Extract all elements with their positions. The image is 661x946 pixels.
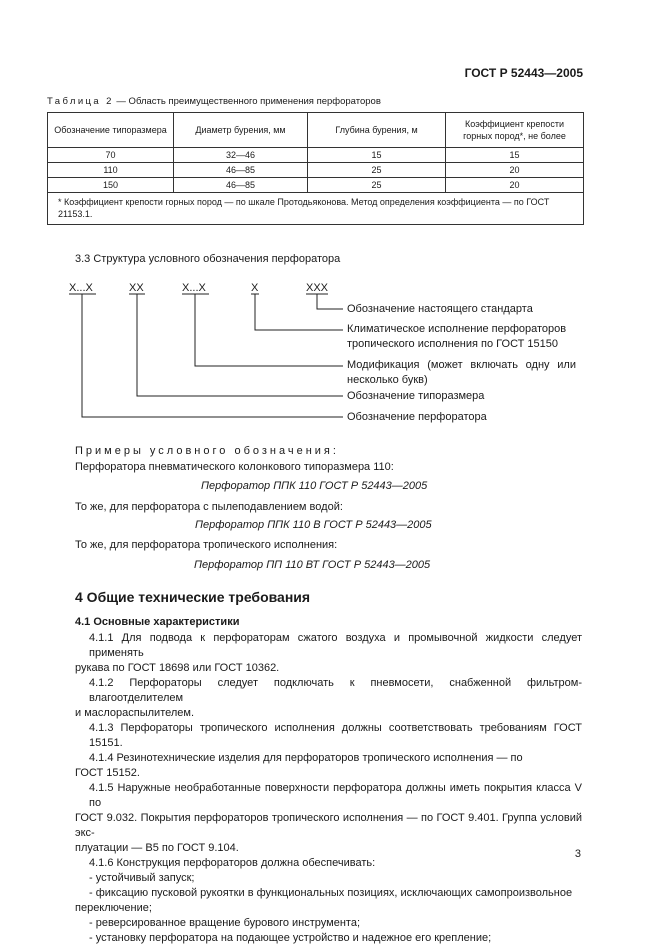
document-header: ГОСТ Р 52443—2005 xyxy=(464,66,583,80)
leader-standard xyxy=(317,294,343,309)
section-4-body xyxy=(75,631,582,946)
paragraph-4-1-4: 4.1.4 Резинотехнические изделия для перфораторов тропического исполнения — по xyxy=(89,752,523,764)
paragraph-4-1-3: 4.1.3 Перфораторы тропического исполнения должны соответствовать требованиям ГОСТ 15151. xyxy=(89,722,582,749)
table-cell: 46—85 xyxy=(174,163,308,178)
leader-climate xyxy=(255,294,343,330)
code-part-1: Х...Х xyxy=(69,282,93,294)
table-cell: 32—46 xyxy=(174,148,308,163)
table-cell: 25 xyxy=(308,163,446,178)
label-size: Обозначение типоразмера xyxy=(347,390,485,402)
examples-title: Примеры условного обозначения: xyxy=(75,445,339,457)
label-perforator: Обозначение перфоратора xyxy=(347,411,487,423)
paragraph-4-1-4-cont: ГОСТ 15152. xyxy=(75,767,140,779)
table-cell: 150 xyxy=(48,178,174,193)
example-intro: То же, для перфоратора с пылеподавлением водой: xyxy=(75,501,343,513)
column-header: Диаметр бурения, мм xyxy=(174,113,308,148)
table-footnote: * Коэффициент крепости горных пород — по шкале Протодьяконова. Метод определения коэффициента — по ГОСТ 21153.1. xyxy=(48,193,584,225)
label-modification-2: несколько букв) xyxy=(347,374,428,386)
paragraph-4-1-2-cont: и маслораспылителем. xyxy=(75,707,195,719)
bullet-item-cont: переключение; xyxy=(75,902,152,914)
code-part-4: Х xyxy=(251,282,259,294)
table-cell: 110 xyxy=(48,163,174,178)
table-cell: 15 xyxy=(446,148,584,163)
subsection-4-1-heading: 4.1 Основные характеристики xyxy=(75,616,240,628)
label-standard: Обозначение настоящего стандарта xyxy=(347,303,533,315)
paragraph-4-1-1-cont: рукава по ГОСТ 18698 или ГОСТ 10362. xyxy=(75,662,280,674)
table-cell: 15 xyxy=(308,148,446,163)
column-header: Глубина бурения, м xyxy=(308,113,446,148)
table-caption-label: Таблица 2 xyxy=(47,96,114,107)
structure-heading: 3.3 Структура условного обозначения перфоратора xyxy=(75,253,341,265)
table-cell: 70 xyxy=(48,148,174,163)
column-header: Коэффициент крепости горных пород*, не более xyxy=(446,113,584,148)
table-cell: 20 xyxy=(446,178,584,193)
example-code: Перфоратор ППК 110 ГОСТ Р 52443—2005 xyxy=(201,480,428,492)
paragraph-4-1-5-cont: ГОСТ 9.032. Покрытия перфораторов тропического исполнения — по ГОСТ 9.401. Группа условий экс- xyxy=(75,812,582,839)
code-part-5: ХХХ xyxy=(306,282,329,294)
leader-perforator xyxy=(82,294,343,417)
example-code: Перфоратор ПП 110 ВТ ГОСТ Р 52443—2005 xyxy=(194,559,431,571)
example-intro: То же, для перфоратора тропического исполнения: xyxy=(75,539,338,551)
page-number: 3 xyxy=(574,848,581,860)
label-climate-1: Климатическое исполнение перфораторов xyxy=(347,323,567,335)
column-header: Обозначение типоразмера xyxy=(48,113,174,148)
section-4-heading: 4 Общие технические требования xyxy=(75,589,311,605)
code-part-2: ХХ xyxy=(129,282,144,294)
table-cell: 20 xyxy=(446,163,584,178)
table-caption-text: — Область преимущественного применения перфораторов xyxy=(113,96,381,107)
code-part-3: Х...Х xyxy=(182,282,206,294)
example-code: Перфоратор ППК 110 В ГОСТ Р 52443—2005 xyxy=(195,519,432,531)
bullet-item: - реверсированное вращение бурового инструмента; xyxy=(89,917,361,929)
leader-size xyxy=(137,294,343,396)
paragraph-4-1-5: 4.1.5 Наружные необработанные поверхности перфоратора должны иметь покрытия класса V по xyxy=(89,782,582,809)
label-modification-1: Модификация (может включать одну или xyxy=(347,359,576,371)
label-climate-2: тропического исполнения по ГОСТ 15150 xyxy=(347,338,559,350)
table-cell: 25 xyxy=(308,178,446,193)
paragraph-4-1-2: 4.1.2 Перфораторы следует подключать к пневмосети, снабженной фильтром-влагоотделителем xyxy=(89,677,582,704)
example-intro: Перфоратора пневматического колонкового типоразмера 110: xyxy=(75,461,394,473)
paragraph-4-1-6: 4.1.6 Конструкция перфораторов должна обеспечивать: xyxy=(89,857,376,869)
bullet-item: - установку перфоратора на подающее устройство и надежное его крепление; xyxy=(89,932,492,944)
paragraph-4-1-5-cont: плуатации — В5 по ГОСТ 9.104. xyxy=(75,842,239,854)
paragraph-4-1-1: 4.1.1 Для подвода к перфораторам сжатого воздуха и промывочной жидкости следует применять xyxy=(89,632,582,659)
table-cell: 46—85 xyxy=(174,178,308,193)
bullet-item: - устойчивый запуск; xyxy=(89,872,195,884)
bullet-item: - фиксацию пусковой рукоятки в функциональных позициях, исключающих самопроизвольное xyxy=(89,887,573,899)
